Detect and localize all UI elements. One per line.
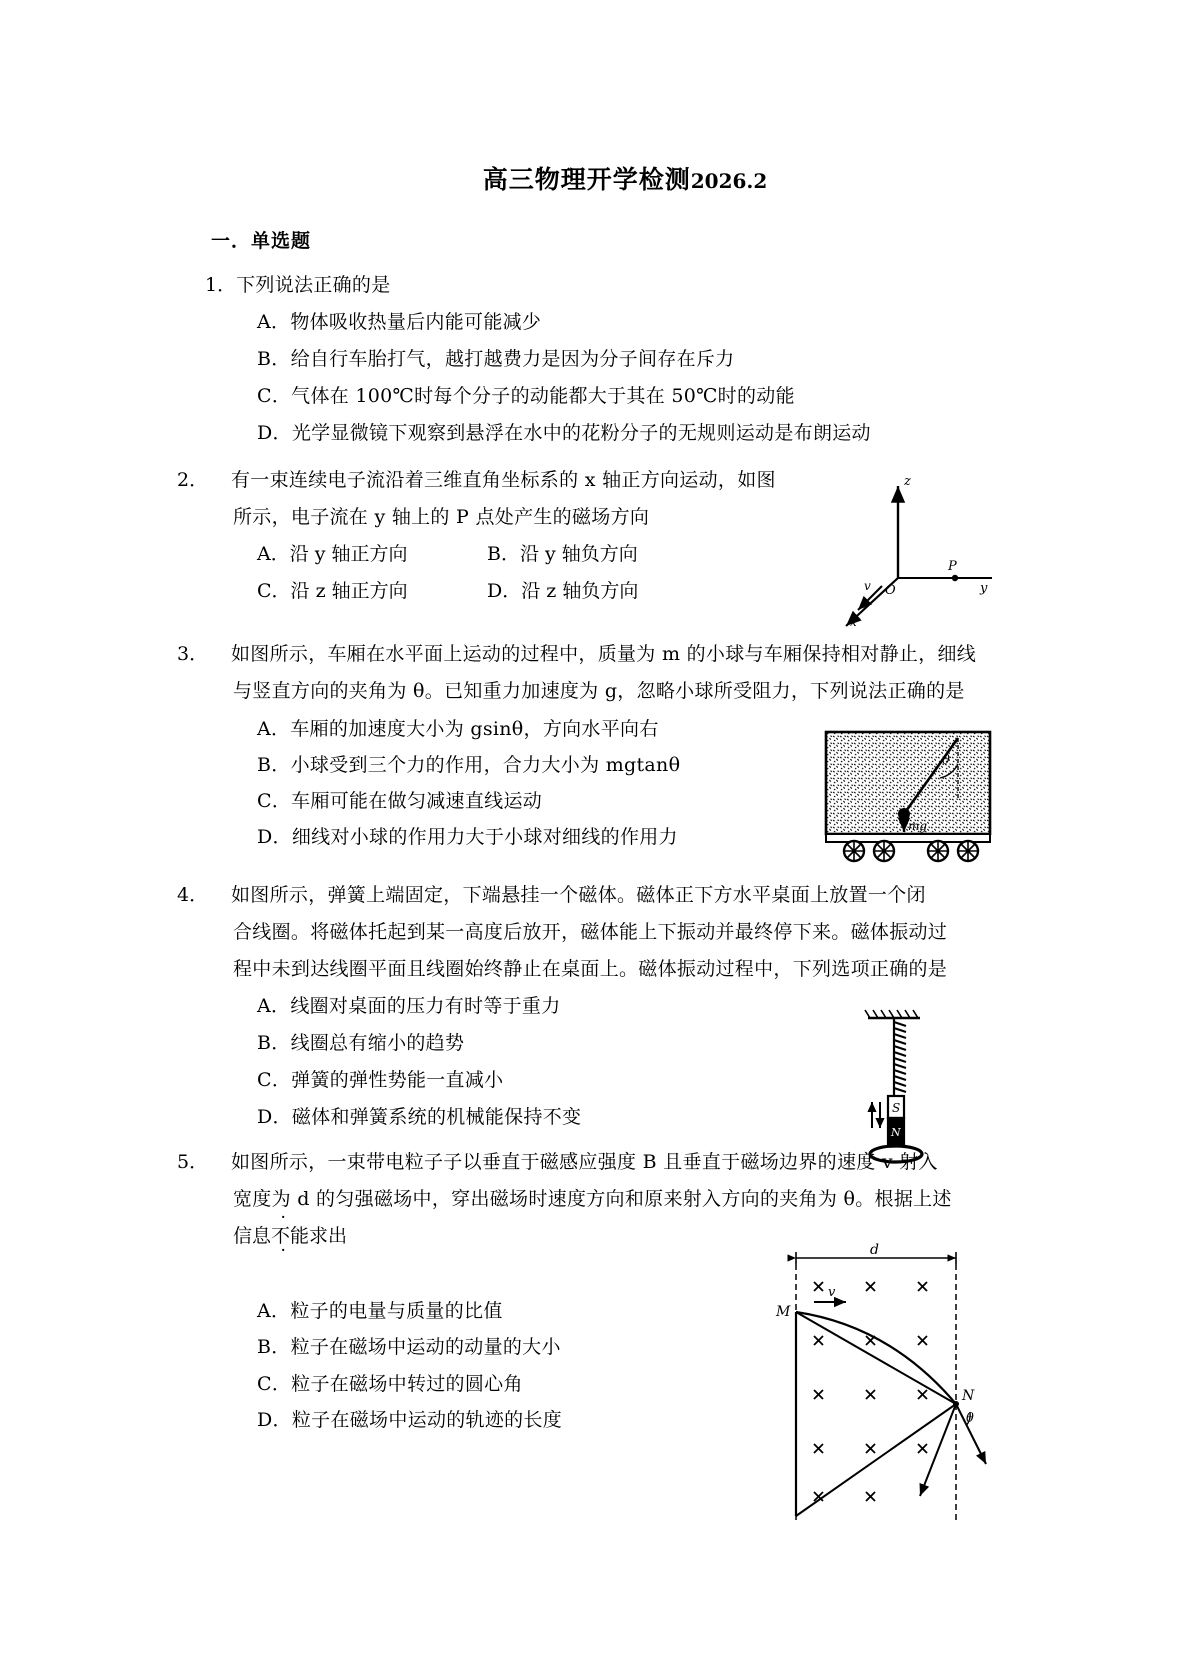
exit-point-label: N	[962, 1388, 975, 1404]
entry-point-label: M	[776, 1304, 791, 1320]
question-2-number: 2．	[177, 469, 209, 492]
magnetic-field-deflection-diagram	[770, 1240, 1000, 1530]
title-text: 高三物理开学检测	[482, 165, 691, 194]
option-text: 光学显微镜下观察到悬浮在水中的花粉分子的无规则运动是布朗运动	[291, 422, 871, 445]
question-1-option-a[interactable]	[205, 304, 1005, 341]
option-label: A．	[257, 1300, 291, 1323]
question-4-stem-line-3	[205, 951, 1005, 988]
question-1	[205, 267, 1005, 452]
option-label: B．	[487, 543, 520, 566]
question-4-stem-line-1	[177, 877, 1005, 914]
option-text: 沿 z 轴负方向	[521, 580, 639, 603]
point-p-label: P	[948, 559, 957, 574]
option-label: B．	[257, 753, 291, 776]
oscillation-arrows	[872, 1102, 880, 1128]
width-measure	[796, 1242, 956, 1264]
figure-question-3	[818, 728, 998, 863]
figure-question-2	[830, 468, 1000, 633]
section-heading-single-choice: 一．单选题	[211, 230, 312, 252]
origin-label: O	[885, 583, 896, 598]
question-5-text-2: 宽度为 d 的匀强磁场中，穿出磁场时速度方向和原来射入方向的夹角为 θ。根据上述	[233, 1188, 952, 1211]
question-5-number: 5．	[177, 1151, 209, 1174]
option-label: B．	[257, 1032, 291, 1055]
option-text: 弹簧的弹性势能一直减小	[291, 1069, 504, 1092]
chord-line	[796, 1312, 956, 1404]
page-content	[177, 0, 1005, 1438]
option-label: D．	[487, 580, 522, 603]
figure-question-5	[770, 1240, 1000, 1530]
question-4-stem-line-2	[205, 914, 1005, 951]
point-p-marker	[952, 575, 958, 581]
radius-line-lower	[796, 1404, 956, 1516]
option-label: A．	[257, 543, 290, 566]
option-text: 线圈对桌面的压力有时等于重力	[290, 995, 561, 1018]
option-text: 沿 z 轴正方向	[290, 580, 408, 603]
question-1-stem	[205, 267, 1005, 304]
option-text: 物体吸收热量后内能可能减少	[290, 311, 542, 334]
question-1-option-d[interactable]	[205, 415, 1005, 452]
question-4-text-3: 程中未到达线圈平面且线圈始终静止在桌面上。磁体振动过程中，下列选项正确的是	[233, 957, 948, 980]
width-label: d	[870, 1242, 879, 1258]
question-1-option-b[interactable]	[205, 341, 1005, 378]
question-3-text-2: 与竖直方向的夹角为 θ。已知重力加速度为 g，忽略小球所受阻力，下列说法正确的是	[233, 680, 965, 703]
option-label: C．	[257, 1372, 292, 1395]
question-2-text-2: 所示，电子流在 y 轴上的 P 点处产生的磁场方向	[233, 506, 650, 529]
coil-ring	[870, 1146, 922, 1162]
option-label: A．	[257, 717, 291, 740]
cart-with-pendulum-diagram	[818, 728, 998, 863]
angle-label: θ	[942, 753, 950, 768]
option-text: 粒子的电量与质量的比值	[290, 1300, 503, 1323]
option-text: 线圈总有缩小的趋势	[290, 1032, 465, 1055]
spring-magnet-coil-diagram	[828, 1008, 958, 1168]
magnet-pole-s-label: S	[892, 1101, 901, 1115]
option-label: D．	[257, 1408, 292, 1431]
velocity-label: v	[864, 579, 871, 593]
option-text: 小球受到三个力的作用，合力大小为 mgtanθ	[290, 753, 681, 776]
option-text: 粒子在磁场中运动的轨迹的长度	[291, 1408, 563, 1431]
page-title	[245, 160, 1005, 196]
field-into-page-symbols	[814, 1282, 927, 1501]
question-1-number: 1．	[205, 274, 237, 296]
option-label: A．	[257, 311, 291, 334]
z-axis-label: z	[904, 474, 911, 489]
spring	[894, 1018, 906, 1096]
question-4-text-2: 合线圈。将磁体托起到某一高度后放开，磁体能上下振动并最终停下来。磁体振动过	[233, 920, 948, 943]
title-date: 2026.2	[690, 169, 768, 193]
option-text: 粒子在磁场中运动的动量的大小	[290, 1336, 561, 1359]
option-text: 气体在 100℃时每个分子的动能都大于其在 50℃时的动能	[291, 385, 795, 408]
question-4-number: 4．	[177, 883, 209, 906]
question-3-stem-line-2	[205, 673, 1005, 710]
ceiling-support	[865, 1010, 920, 1018]
magnet	[888, 1096, 904, 1144]
option-text: 细线对小球的作用力大于小球对细线的作用力	[291, 825, 678, 848]
option-text: 粒子在磁场中转过的圆心角	[291, 1372, 523, 1395]
option-label: C．	[257, 385, 292, 408]
question-3-number: 3．	[177, 643, 209, 666]
option-text: 沿 y 轴负方向	[519, 543, 638, 566]
option-label: D．	[257, 1106, 292, 1129]
question-3-text-1: 如图所示，车厢在水平面上运动的过程中，质量为 m 的小球与车厢保持相对静止，细线	[231, 643, 977, 666]
question-5-text-3-pre: 信息	[233, 1225, 272, 1248]
entry-velocity-label: v	[828, 1285, 836, 1300]
question-5-text-1: 如图所示，一束带电粒子子以垂直于磁感应强度 B 且垂直于磁场边界的速度 v 射入	[231, 1151, 938, 1174]
option-label: C．	[257, 580, 291, 603]
x-axis-label: x	[850, 615, 857, 629]
3d-axes-diagram	[830, 468, 1000, 633]
question-2-option-c[interactable]	[257, 573, 487, 610]
question-5-stem-line-2	[205, 1181, 1005, 1218]
question-2-option-b[interactable]	[487, 543, 638, 565]
question-5-text-3-post: 求出	[309, 1225, 348, 1248]
y-axis-label: y	[980, 581, 988, 596]
option-label: D．	[257, 422, 292, 445]
question-1-text: 下列说法正确的是	[236, 274, 391, 296]
question-2-option-d[interactable]	[487, 580, 638, 602]
question-4-text-1: 如图所示，弹簧上端固定，下端悬挂一个磁体。磁体正下方水平桌面上放置一个闭	[231, 883, 926, 906]
option-label: B．	[257, 1336, 291, 1359]
wheels	[844, 841, 978, 861]
option-label: C．	[257, 1069, 292, 1092]
magnet-pole-n-label: N	[891, 1126, 901, 1139]
weight-label: mg	[908, 819, 928, 833]
option-label: B．	[257, 348, 291, 371]
option-text: 给自行车胎打气，越打越费力是因为分子间存在斥力	[290, 348, 735, 371]
option-label: A．	[257, 995, 291, 1018]
figure-question-4	[828, 1008, 958, 1168]
option-label: D．	[257, 825, 292, 848]
question-2-text-1: 有一束连续电子流沿着三维直角坐标系的 x 轴正方向运动，如图	[231, 469, 776, 492]
option-text: 车厢可能在做匀减速直线运动	[291, 789, 543, 812]
question-3-stem-line-1	[177, 636, 1005, 673]
question-2-option-a[interactable]	[257, 536, 487, 573]
option-label: C．	[257, 789, 292, 812]
option-text: 磁体和弹簧系统的机械能保持不变	[291, 1106, 582, 1129]
option-text: 车厢的加速度大小为 gsinθ，方向水平向右	[290, 717, 659, 740]
option-text: 沿 y 轴正方向	[289, 543, 408, 566]
exit-angle-label: θ	[966, 1411, 974, 1426]
question-5-text-3-emphasis: 不能 · ·	[271, 1218, 309, 1255]
question-1-option-c[interactable]	[205, 378, 1005, 415]
